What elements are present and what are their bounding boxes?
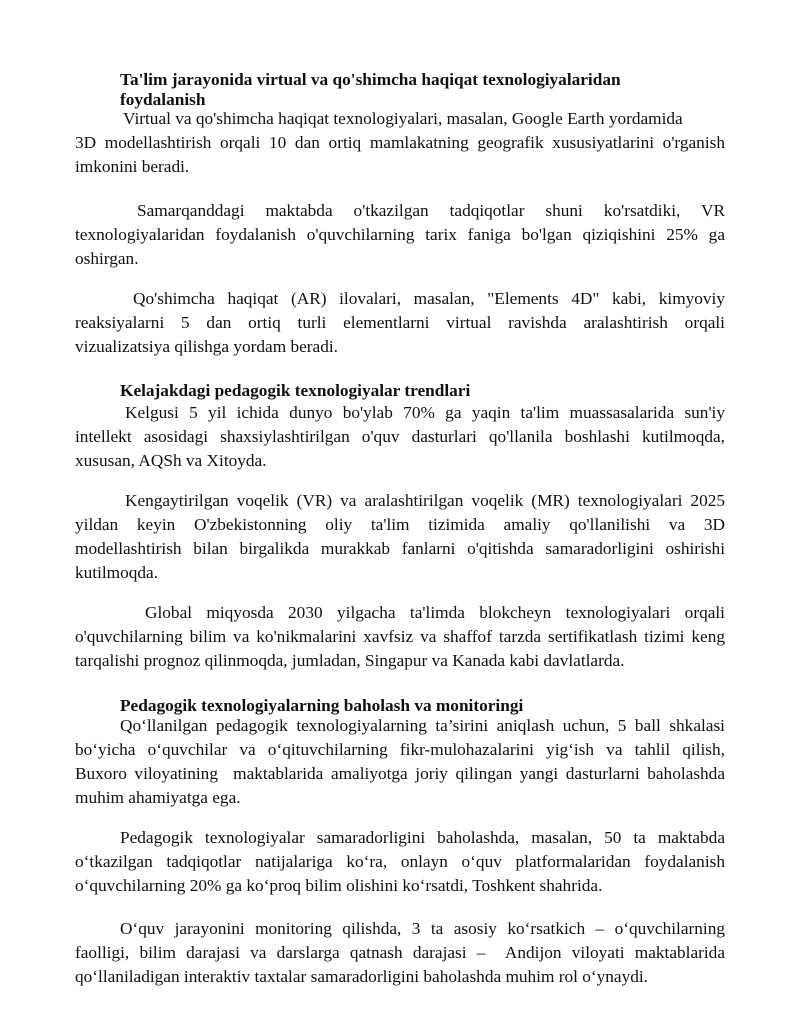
paragraph-line: imkonini beradi.	[75, 157, 190, 176]
paragraph-line: vizualizatsiya qilishga yordam beradi.	[75, 337, 338, 356]
heading-line: foydalanish	[120, 90, 206, 109]
paragraph-line: Samarqanddagi maktabda o'tkazilgan tadqiqotlar shuni ko'rsatdiki, VR	[137, 201, 725, 220]
paragraph-line: muhim ahamiyatga ega.	[75, 788, 241, 807]
paragraph	[75, 287, 725, 359]
paragraph	[75, 401, 725, 473]
section-heading	[120, 696, 680, 716]
paragraph	[75, 826, 725, 898]
paragraph	[75, 199, 725, 271]
paragraph-line: Buxoro viloyatining maktablarida amaliyotga joriy qilingan yangi dasturlarni baholashda	[75, 764, 725, 783]
paragraph-line: Virtual va qo'shimcha haqiqat texnologiyalari, masalan, Google Earth yordamida	[119, 109, 683, 128]
paragraph-line: texnologiyalaridan foydalanish o'quvchilarning tarix faniga bo'lgan qiziqishini 25% ga	[75, 225, 725, 244]
heading-line: Kelajakdagi pedagogik texnologiyalar trendlari	[120, 381, 471, 400]
paragraph	[75, 917, 725, 989]
paragraph-line: Qo‘llanilgan pedagogik texnologiyalarning ta’sirini aniqlash uchun, 5 ball shkalasi	[120, 716, 725, 735]
paragraph-line: Qo'shimcha haqiqat (AR) ilovalari, masalan, "Elements 4D" kabi, kimyoviy	[133, 289, 725, 308]
paragraph-line: xususan, AQSh va Xitoyda.	[75, 451, 267, 470]
paragraph-line: faolligi, bilim darajasi va darslarga qatnash darajasi – Andijon viloyati maktablarida	[75, 943, 725, 962]
paragraph-line: O‘quv jarayonini monitoring qilishda, 3 ta asosiy ko‘rsatkich – o‘quvchilarning	[120, 919, 725, 938]
paragraph-line: Global miqyosda 2030 yilgacha ta'limda blokcheyn texnologiyalari orqali	[145, 603, 725, 622]
paragraph-line: oshirgan.	[75, 249, 139, 268]
paragraph-line: o‘quvchilarning 20% ga ko‘proq bilim olishini ko‘rsatdi, Toshkent shahrida.	[75, 876, 603, 895]
paragraph-line: intellekt asosidagi shaxsiylashtirilgan o'quv dasturlari qo'llanila boshlashi kutilmoqda,	[75, 427, 725, 446]
paragraph-line: o'quvchilarning bilim va ko'nikmalarini xavfsiz va shaffof tarzda sertifikatlash tizimi keng	[75, 627, 725, 646]
heading-line: Ta'lim jarayonida virtual va qo'shimcha haqiqat texnologiyalaridan	[120, 70, 621, 89]
heading-line: Pedagogik texnologiyalarning baholash va monitoringi	[120, 696, 524, 715]
paragraph-line: bo‘yicha o‘quvchilar va o‘qituvchilarning fikr-mulohazalarini yig‘ish va tahlil qilish,	[75, 740, 725, 759]
paragraph-line: Kengaytirilgan voqelik (VR) va aralashtirilgan voqelik (MR) texnologiyalari 2025	[125, 491, 725, 510]
paragraph-line: yildan keyin O'zbekistonning oliy ta'lim tizimida amaliy qo'llanilishi va 3D	[75, 515, 725, 534]
paragraph	[75, 107, 725, 179]
paragraph-line: reaksiyalarni 5 dan ortiq turli elementlarni virtual ravishda aralashtirish orqali	[75, 313, 725, 332]
paragraph	[75, 714, 725, 810]
paragraph-line: modellashtirish bilan birgalikda murakkab fanlarni o'qitishda samaradorligini oshirishi	[75, 539, 725, 558]
paragraph-line: Kelgusi 5 yil ichida dunyo bo'ylab 70% ga yaqin ta'lim muassasalarida sun'iy	[125, 403, 725, 422]
paragraph-line: o‘tkazilgan tadqiqotlar natijalariga ko‘ra, onlayn o‘quv platformalaridan foydalanish	[75, 852, 725, 871]
paragraph-line: Pedagogik texnologiyalar samaradorligini baholashda, masalan, 50 ta maktabda	[120, 828, 725, 847]
paragraph	[75, 601, 725, 673]
paragraph	[75, 489, 725, 585]
section-heading	[120, 70, 680, 110]
paragraph-line: tarqalishi prognoz qilinmoqda, jumladan, Singapur va Kanada kabi davlatlarda.	[75, 651, 625, 670]
paragraph-line: qo‘llaniladigan interaktiv taxtalar samaradorligini baholashda muhim rol o‘ynaydi.	[75, 967, 648, 986]
section-heading	[120, 381, 680, 401]
paragraph-line: kutilmoqda.	[75, 563, 159, 582]
paragraph-line: 3D modellashtirish orqali 10 dan ortiq mamlakatning geografik xususiyatlarini o'rganish	[75, 133, 725, 152]
